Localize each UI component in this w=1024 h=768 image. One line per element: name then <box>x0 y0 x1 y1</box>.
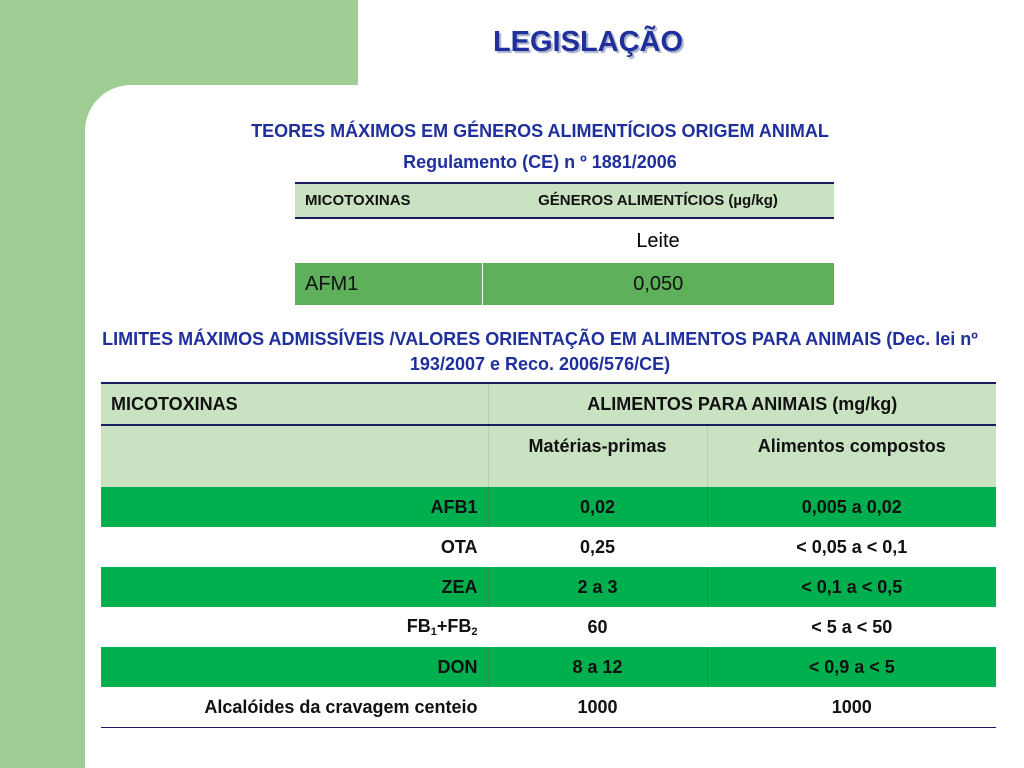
cell-toxin: AFM1 <box>295 263 482 306</box>
feed-limits-table <box>101 382 996 728</box>
toxin-plus: +FB <box>436 616 472 636</box>
section2-heading: LIMITES MÁXIMOS ADMISSÍVEIS /VALORES ORIENTAÇÃO EM ALIMENTOS PARA ANIMAIS (Dec. lei nº 193/2007 e Reco. 2006/576/CE) <box>102 329 978 374</box>
subheader-materias-primas: Matérias-primas <box>488 425 707 487</box>
cell-raw: 1000 <box>488 687 707 728</box>
table-subheader-row <box>295 218 834 263</box>
cell-raw: 0,25 <box>488 527 707 567</box>
subheader-alimentos-compostos: Alimentos compostos <box>707 425 996 487</box>
toxin-subscript-1: 1 <box>430 626 437 638</box>
cell-value: 0,050 <box>482 263 834 306</box>
cell-compound: < 0,1 a < 0,5 <box>707 567 996 607</box>
subheader-empty <box>295 218 482 263</box>
food-limits-table <box>295 182 834 307</box>
subheader-empty <box>101 425 488 487</box>
cell-toxin: AFB1 <box>101 487 488 527</box>
header-micotoxinas: MICOTOXINAS <box>101 383 488 425</box>
table-row <box>101 527 996 567</box>
table-row <box>101 487 996 527</box>
cell-raw: 0,02 <box>488 487 707 527</box>
table-row <box>101 607 996 647</box>
toxin-base-1: FB <box>406 616 431 636</box>
cell-raw: 8 a 12 <box>488 647 707 687</box>
header-generos: GÉNEROS ALIMENTÍCIOS (µg/kg) <box>482 183 834 218</box>
cell-raw: 60 <box>488 607 707 647</box>
table-row <box>101 687 996 728</box>
cell-toxin: DON <box>101 647 488 687</box>
cell-compound: 0,005 a 0,02 <box>707 487 996 527</box>
table-row <box>101 567 996 607</box>
table-header-row <box>295 183 834 218</box>
section1-subheading: Regulamento (CE) n º 1881/2006 <box>403 152 677 172</box>
slide-title: LEGISLAÇÃO <box>492 26 684 58</box>
header-alimentos-animais: ALIMENTOS PARA ANIMAIS (mg/kg) <box>488 383 996 425</box>
cell-compound: < 0,9 a < 5 <box>707 647 996 687</box>
cell-toxin <box>101 607 488 647</box>
cell-compound: 1000 <box>707 687 996 728</box>
cell-raw: 2 a 3 <box>488 567 707 607</box>
cell-toxin: Alcalóides da cravagem centeio <box>101 687 488 728</box>
table-row <box>295 263 834 306</box>
toxin-subscript-2: 2 <box>471 626 478 638</box>
table-subheader-row <box>101 425 996 487</box>
cell-compound: < 0,05 a < 0,1 <box>707 527 996 567</box>
subheader-leite: Leite <box>482 218 834 263</box>
cell-compound: < 5 a < 50 <box>707 607 996 647</box>
table-header-row <box>101 383 996 425</box>
table-row <box>101 647 996 687</box>
cell-toxin: OTA <box>101 527 488 567</box>
cell-toxin: ZEA <box>101 567 488 607</box>
section1-heading: TEORES MÁXIMOS EM GÉNEROS ALIMENTÍCIOS ORIGEM ANIMAL <box>251 121 829 141</box>
header-micotoxinas: MICOTOXINAS <box>295 183 482 218</box>
